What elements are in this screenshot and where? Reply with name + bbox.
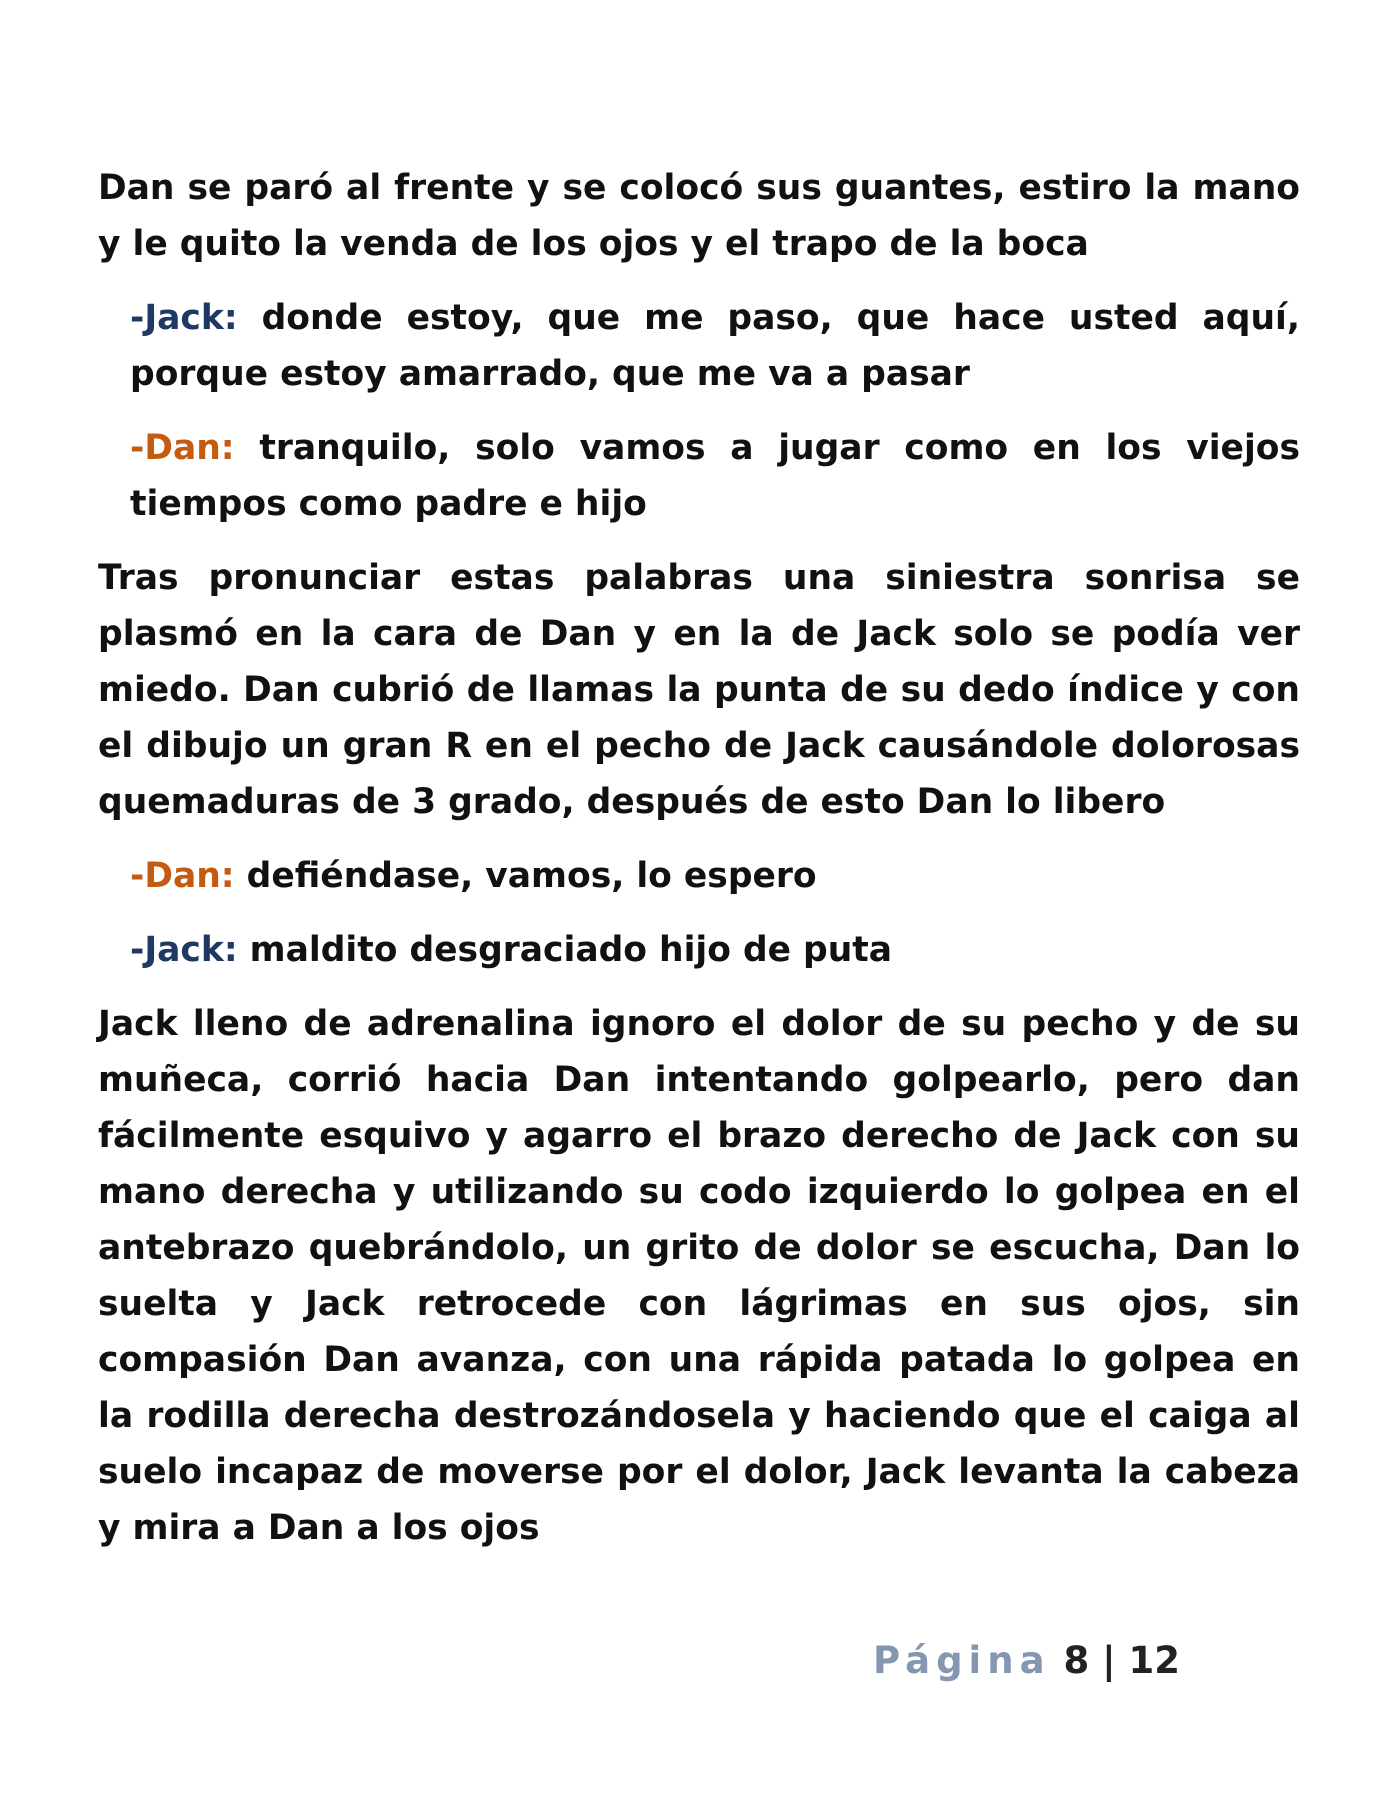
page-footer [873,1636,1180,1686]
speaker-label: -Jack: [130,298,238,338]
narration-paragraph: Dan se paró al frente y se colocó sus guantes, estiro la mano y le quito la venda de los ojos y el trapo de la boca [98,168,1300,264]
page-number: 8 [1063,1639,1090,1682]
dialog-text: donde estoy, que me paso, que hace usted aquí, porque estoy amarrado, que me va a pasar [130,298,1300,394]
page-separator: | [1102,1639,1116,1682]
dialog-line-dan [130,848,1300,904]
page-label: Página [872,1639,1051,1682]
dialog-text: defiéndase, vamos, lo espero [246,856,817,896]
narration-paragraph: Tras pronunciar estas palabras una siniestra sonrisa se plasmó en la cara de Dan y en la de Jack solo se podía ver miedo. Dan cubrió de llamas la punta de su dedo índice y con el dibujo un gran R en el pecho de Jack causándole dolorosas quemaduras de 3 grado, después de esto Dan lo libero [98,558,1300,822]
speaker-label: -Dan: [130,428,235,468]
document-body [98,160,1300,1574]
narration-paragraph: Jack lleno de adrenalina ignoro el dolor de su pecho y de su muñeca, corrió hacia Dan intentando golpearlo, pero dan fácilmente esquivo y agarro el brazo derecho de Jack con su mano derecha y utilizando su codo izquierdo lo golpea en el antebrazo quebrándolo, un grito de dolor se escucha, Dan lo suelta y Jack retrocede con lágrimas en sus ojos, sin compasión Dan avanza, con una rápida patada lo golpea en la rodilla derecha destrozándosela y haciendo que el caiga al suelo incapaz de moverse por el dolor, Jack levanta la cabeza y mira a Dan a los ojos [98,1004,1300,1548]
speaker-label: -Jack: [130,930,238,970]
dialog-text: maldito desgraciado hijo de puta [249,930,893,970]
dialog-text: tranquilo, solo vamos a jugar como en los viejos tiempos como padre e hijo [130,428,1301,524]
dialog-line-jack [130,922,1300,978]
total-pages: 12 [1128,1639,1180,1682]
dialog-line-dan [130,420,1300,532]
speaker-label: -Dan: [130,856,235,896]
dialog-line-jack [130,290,1300,402]
